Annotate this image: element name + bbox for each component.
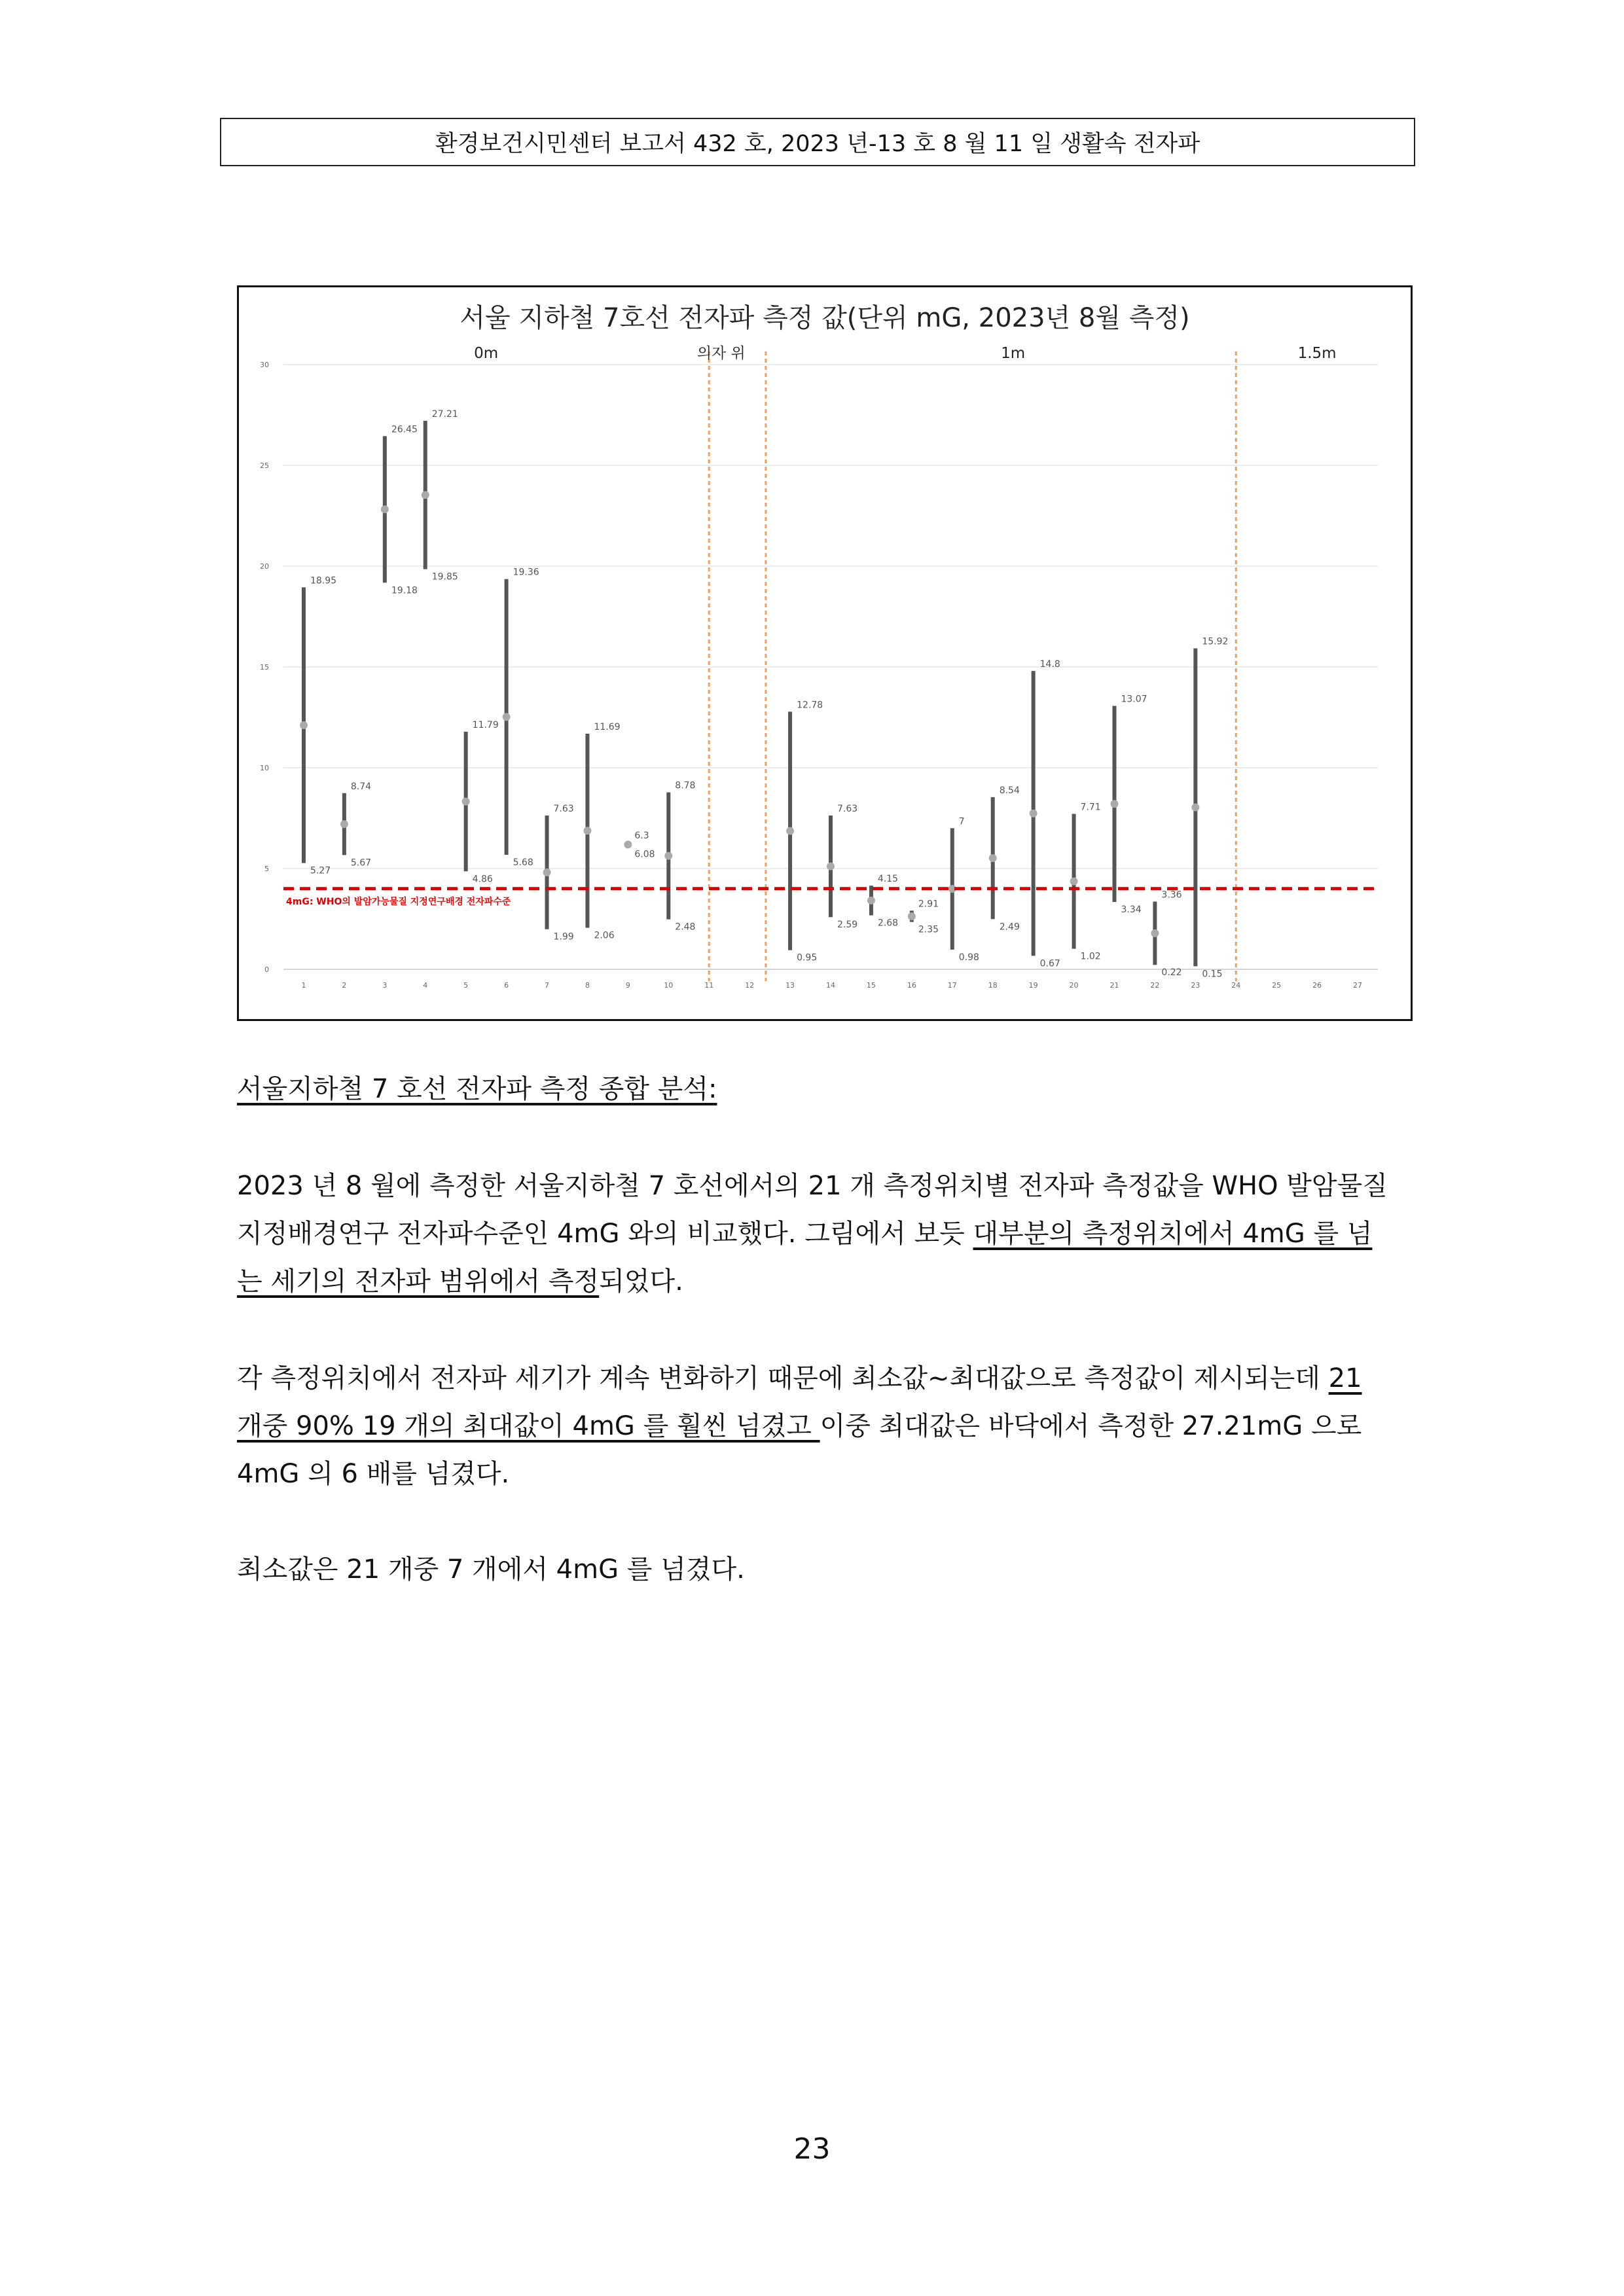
midpoint-marker <box>543 869 551 876</box>
x-tick-label: 1 <box>301 981 306 990</box>
max-value-label: 7.71 <box>1080 802 1101 813</box>
x-tick-label: 24 <box>1231 981 1241 990</box>
midpoint-marker <box>583 827 591 834</box>
region-label: 0m <box>474 345 499 362</box>
min-value-label: 0.15 <box>1202 969 1223 980</box>
midpoint-marker <box>867 897 875 905</box>
min-value-label: 2.35 <box>918 924 939 935</box>
max-value-label: 2.91 <box>918 899 939 910</box>
x-tick-label: 17 <box>947 981 957 990</box>
min-value-label: 2.68 <box>877 918 899 929</box>
min-value-label: 5.27 <box>310 865 331 876</box>
midpoint-marker <box>908 912 916 920</box>
x-tick-label: 13 <box>785 981 795 990</box>
paragraph-summary <box>237 1162 1389 1306</box>
min-value-label: 1.02 <box>1080 951 1101 962</box>
emf-chart-frame <box>237 285 1413 1021</box>
x-tick-label: 11 <box>704 981 714 990</box>
section-title: 서울지하철 7 호선 전자파 측정 종합 분석: <box>237 1074 717 1104</box>
x-tick-label: 15 <box>866 981 876 990</box>
max-value-label: 8.78 <box>675 780 696 791</box>
x-tick-label: 5 <box>463 981 469 990</box>
midpoint-marker <box>422 491 429 499</box>
max-value-label: 4.15 <box>877 874 899 885</box>
x-tick-label: 14 <box>826 981 835 990</box>
x-tick-label: 27 <box>1353 981 1363 990</box>
min-value-label: 0.98 <box>958 952 979 963</box>
paragraph-maximum-underlined: 21 개중 90% 19 개의 최대값이 4mG 를 훨씬 넘겼고 <box>237 1363 1362 1441</box>
paragraph-summary-text-a: 2023 년 8 월에 측정한 서울지하철 7 호선에서의 21 개 측정위치별 전자파 측정값을 WHO 발암물질 지정배경연구 전자파수준인 4mG 와의 비교했다. 그림에서 보듯 <box>237 1171 1388 1249</box>
max-value-label: 19.36 <box>513 567 539 578</box>
min-value-label: 19.18 <box>391 585 418 596</box>
x-tick-label: 23 <box>1191 981 1200 990</box>
max-value-label: 7.63 <box>553 803 574 814</box>
x-tick-label: 26 <box>1312 981 1322 990</box>
y-tick-label: 30 <box>260 361 269 369</box>
max-value-label: 7.63 <box>837 803 858 814</box>
paragraph-maximum <box>237 1355 1389 1498</box>
midpoint-marker <box>462 798 470 806</box>
x-tick-label: 18 <box>988 981 998 990</box>
x-tick-label: 19 <box>1028 981 1038 990</box>
x-tick-label: 3 <box>382 981 388 990</box>
max-value-label: 7 <box>958 816 965 827</box>
max-value-label: 18.95 <box>310 575 337 586</box>
paragraph-minimum <box>237 1546 1389 1594</box>
midpoint-marker <box>1070 878 1078 886</box>
min-value-label: 2.59 <box>837 920 858 931</box>
y-tick-label: 25 <box>260 461 269 470</box>
max-value-label: 26.45 <box>391 424 418 435</box>
midpoint-marker <box>827 863 835 870</box>
midpoint-marker <box>1191 804 1199 812</box>
report-header-text: 환경보건시민센터 보고서 432 호, 2023 년-13 호 8 월 11 일 생활속 전자파 <box>435 131 1200 157</box>
midpoint-marker <box>664 852 672 860</box>
min-value-label: 0.67 <box>1039 958 1060 969</box>
x-tick-label: 21 <box>1110 981 1119 990</box>
x-tick-label: 4 <box>423 981 428 990</box>
midpoint-marker <box>300 721 308 729</box>
max-value-label: 8.54 <box>999 785 1020 796</box>
chart-title: 서울 지하철 7호선 전자파 측정 값(단위 mG, 2023년 8월 측정) <box>460 303 1190 333</box>
paragraph-summary-text-b: 되었다. <box>599 1266 683 1297</box>
max-value-label: 14.8 <box>1039 659 1060 670</box>
max-value-label: 6.3 <box>634 830 649 841</box>
midpoint-marker <box>786 827 794 835</box>
paragraph-summary-underlined: 대부분의 측정위치에서 4mG 를 넘는 세기의 전자파 범위에서 측정 <box>237 1219 1373 1297</box>
region-label: 1.5m <box>1297 345 1337 362</box>
region-label: 의자 위 <box>696 345 746 362</box>
midpoint-marker <box>989 854 997 862</box>
midpoint-marker <box>503 713 511 721</box>
x-tick-label: 9 <box>625 981 630 990</box>
y-tick-label: 5 <box>264 865 269 873</box>
min-value-label: 1.99 <box>553 931 574 942</box>
max-value-label: 11.79 <box>472 719 499 730</box>
min-value-label: 5.67 <box>350 857 372 869</box>
x-tick-label: 16 <box>907 981 916 990</box>
x-tick-label: 8 <box>585 981 590 990</box>
x-tick-label: 22 <box>1150 981 1160 990</box>
y-tick-label: 15 <box>260 663 269 672</box>
min-value-label: 4.86 <box>472 874 493 885</box>
max-value-label: 8.74 <box>350 781 372 792</box>
midpoint-marker <box>340 820 348 828</box>
x-tick-label: 10 <box>664 981 674 990</box>
x-tick-label: 7 <box>545 981 550 990</box>
x-tick-label: 6 <box>504 981 509 990</box>
max-value-label: 27.21 <box>431 408 458 420</box>
min-value-label: 0.22 <box>1161 967 1182 978</box>
paragraph-maximum-text-a: 각 측정위치에서 전자파 세기가 계속 변화하기 때문에 최소값~최대값으로 측정값이 제시되는데 <box>237 1363 1329 1393</box>
x-tick-label: 2 <box>342 981 347 990</box>
page-number: 23 <box>793 2132 831 2166</box>
y-tick-label: 0 <box>264 965 269 974</box>
max-value-label: 3.36 <box>1161 889 1182 901</box>
max-value-label: 15.92 <box>1202 636 1229 647</box>
min-value-label: 0.95 <box>797 952 818 963</box>
max-value-label: 12.78 <box>797 700 823 711</box>
min-value-label: 6.08 <box>634 849 655 860</box>
min-value-label: 19.85 <box>431 571 458 583</box>
midpoint-marker <box>624 840 632 848</box>
x-tick-label: 20 <box>1069 981 1079 990</box>
x-tick-label: 12 <box>745 981 755 990</box>
min-value-label: 5.68 <box>513 857 533 869</box>
report-header <box>220 118 1415 166</box>
min-value-label: 2.48 <box>675 922 696 933</box>
reference-line-label: 4mG: WHO의 발암가능물질 지정연구배경 전자파수준 <box>286 896 511 907</box>
midpoint-marker <box>1110 800 1118 808</box>
midpoint-marker <box>1030 810 1038 817</box>
emf-range-chart <box>239 287 1411 1019</box>
max-value-label: 11.69 <box>594 721 621 732</box>
midpoint-marker <box>1151 929 1159 937</box>
y-tick-label: 10 <box>260 764 269 772</box>
region-label: 1m <box>1001 345 1026 362</box>
paragraph-maximum-text-b: 이중 최대값은 바닥에서 측정한 27.21mG 으로 4mG 의 6 배를 넘겼다. <box>237 1411 1362 1489</box>
y-tick-label: 20 <box>260 562 269 571</box>
min-value-label: 2.49 <box>999 922 1020 933</box>
min-value-label: 3.34 <box>1121 905 1142 916</box>
paragraph-minimum-text: 최소값은 21 개중 7 개에서 4mG 를 넘겼다. <box>237 1554 745 1585</box>
midpoint-marker <box>381 505 389 513</box>
max-value-label: 13.07 <box>1121 694 1147 705</box>
x-tick-label: 25 <box>1272 981 1282 990</box>
min-value-label: 2.06 <box>594 930 615 941</box>
